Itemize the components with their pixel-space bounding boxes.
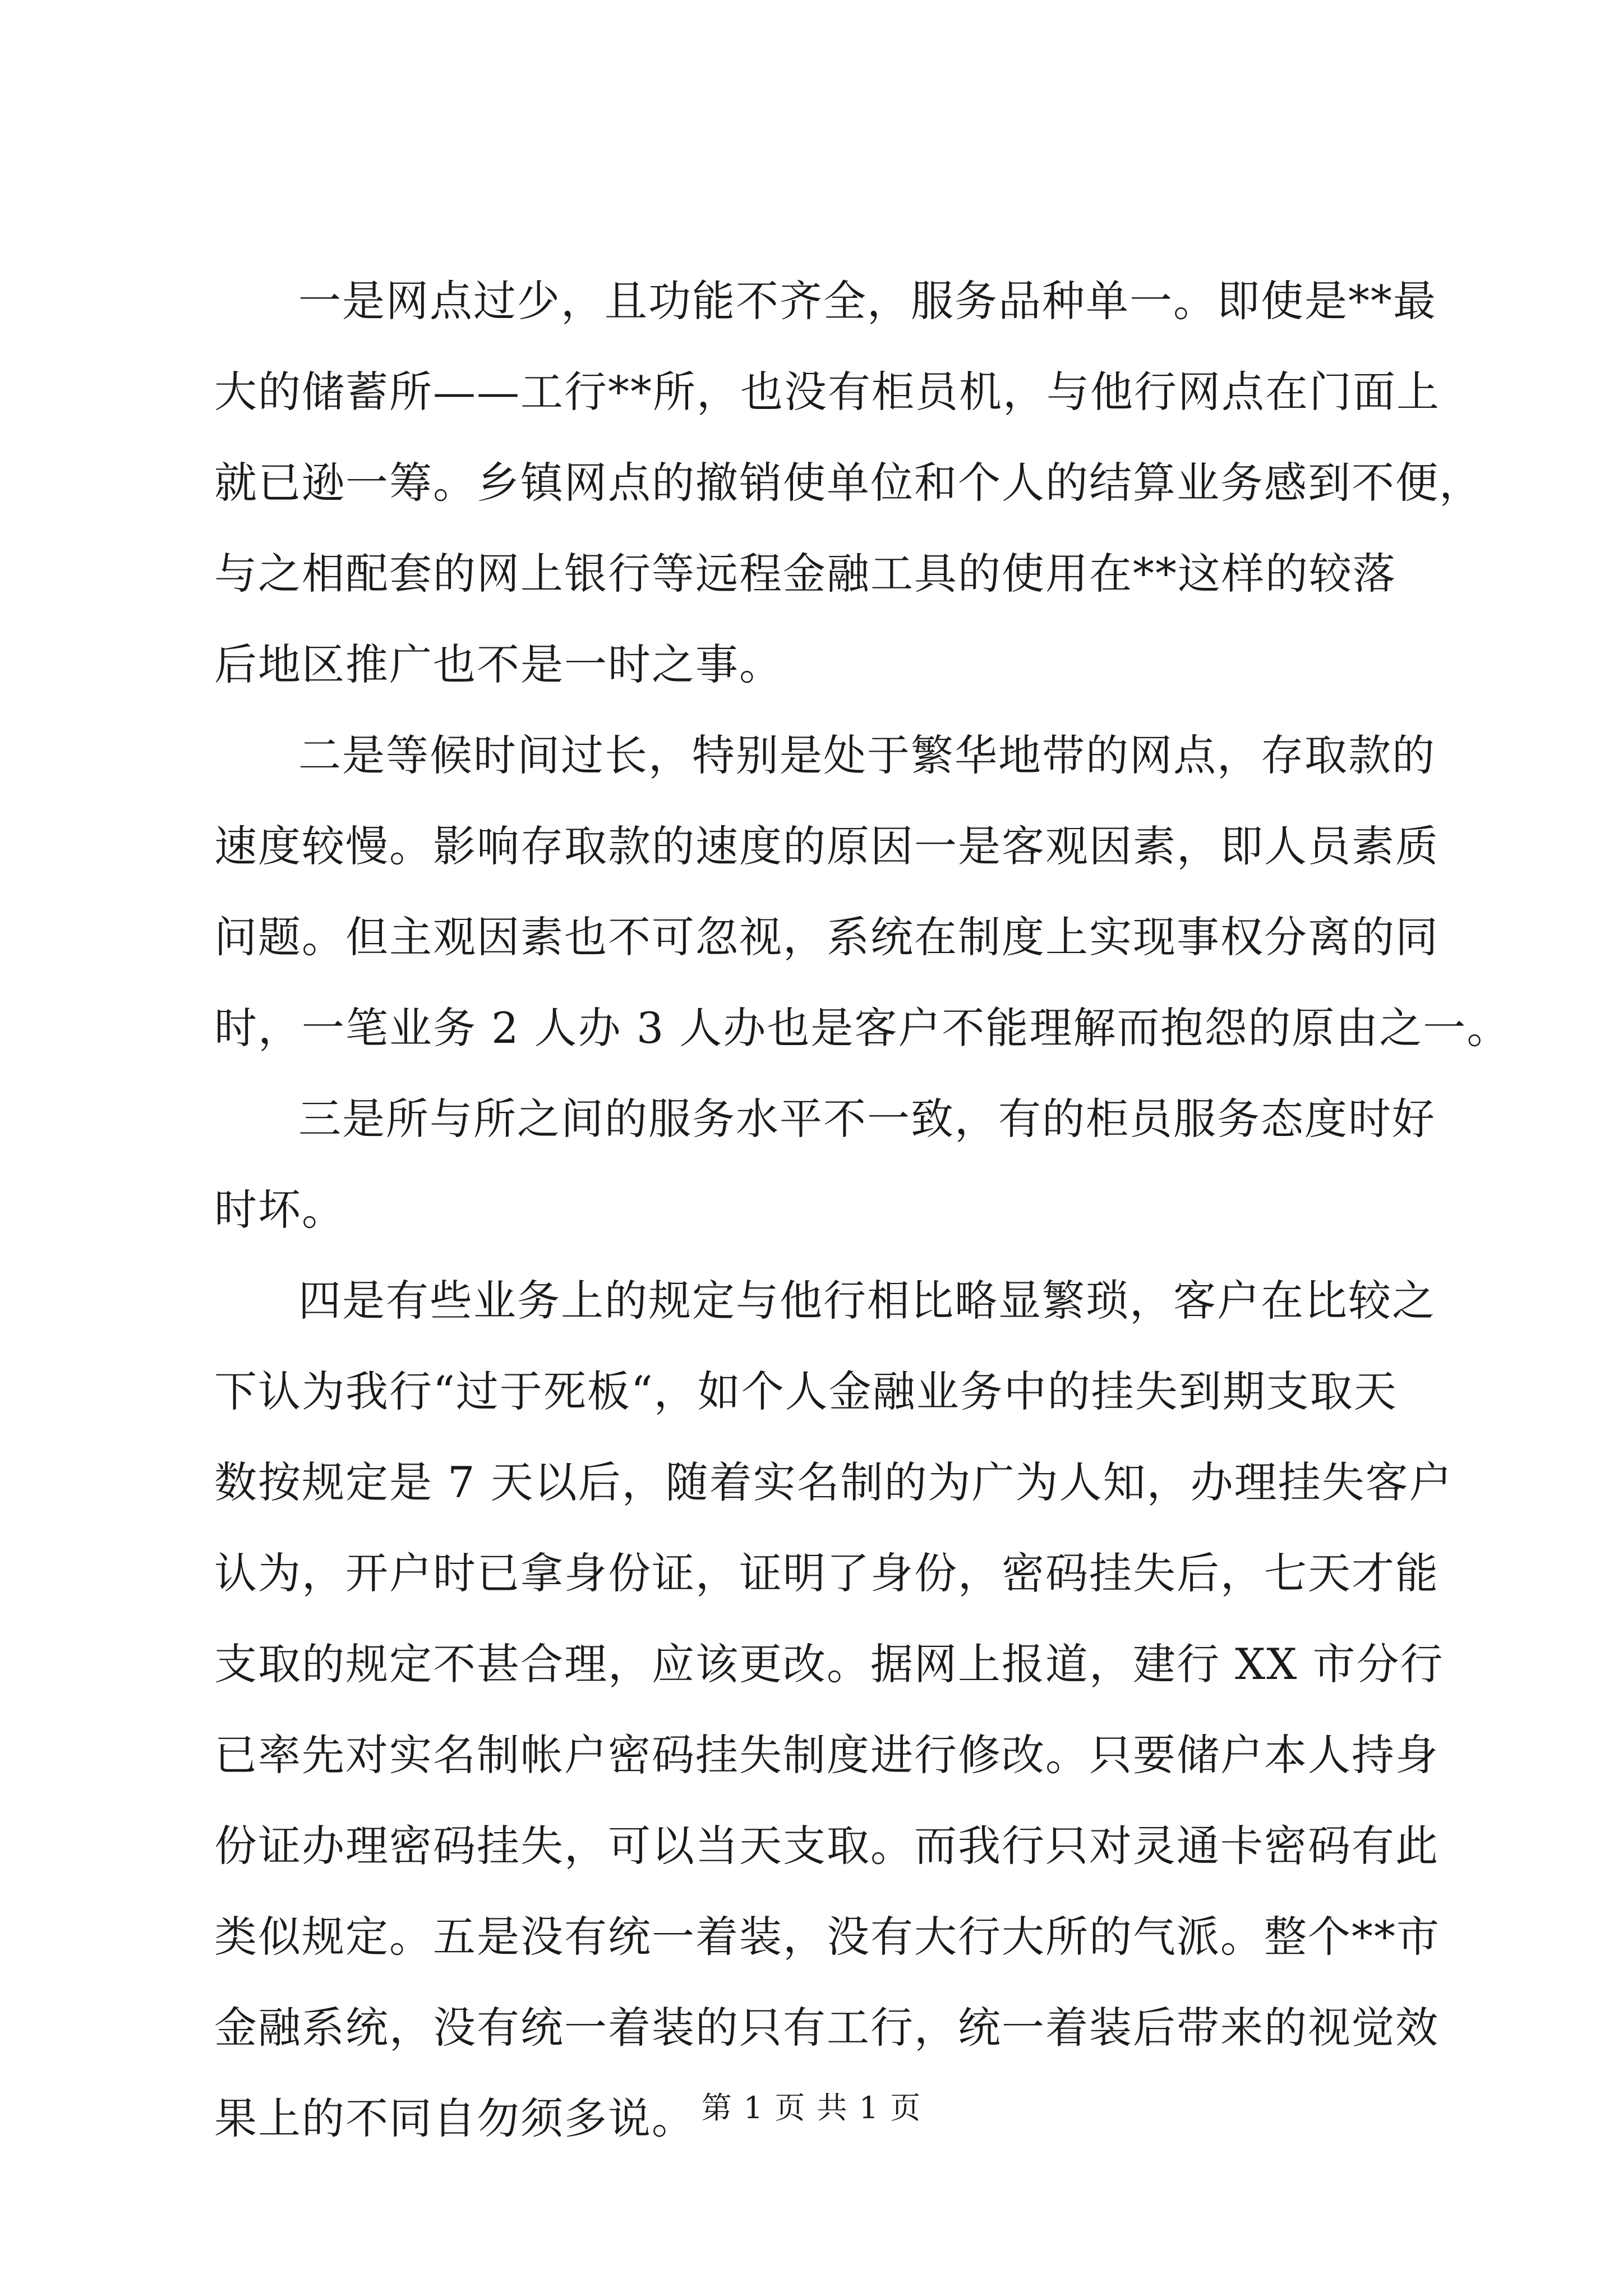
paragraph-line: 大的储蓄所——工行**所，也没有柜员机，与他行网点在门面上 (214, 367, 1440, 417)
paragraph-line: 份证办理密码挂失，可以当天支取。而我行只对灵通卡密码有此 (214, 1821, 1439, 1871)
paragraph-4 (214, 1255, 1453, 2164)
paragraph-line: 与之相配套的网上银行等远程金融工具的使用在**这样的较落 (214, 549, 1396, 599)
page-number-footer: 第 1 页 共 1 页 (701, 2090, 922, 2125)
paragraph-line: 就已逊一筹。乡镇网点的撤销使单位和个人的结算业务感到不便， (214, 458, 1483, 508)
paragraph-3 (214, 1074, 1448, 1255)
paragraph-2 (214, 710, 1511, 1074)
paragraph-line: 三是所与所之间的服务水平不一致，有的柜员服务态度时好 (298, 1094, 1436, 1144)
paragraph-line: 问题。但主观因素也不可忽视，系统在制度上实现事权分离的同 (214, 912, 1439, 962)
paragraph-line: 时坏。 (214, 1185, 345, 1235)
paragraph-line: 二是等候时间过长，特别是处于繁华地带的网点，存取款的 (298, 730, 1436, 780)
paragraph-line: 认为，开户时已拿身份证，证明了身份，密码挂失后，七天才能 (214, 1548, 1439, 1598)
paragraph-line: 金融系统，没有统一着装的只有工行，统一着装后带来的视觉效 (214, 2003, 1439, 2053)
paragraph-line: 果上的不同自勿须多说。 (214, 2093, 695, 2143)
paragraph-line: 类似规定。五是没有统一着装，没有大行大所的气派。整个**市 (214, 1912, 1440, 1962)
paragraph-1 (214, 256, 1483, 710)
paragraph-line: 支取的规定不甚合理，应该更改。据网上报道，建行 XX 市分行 (214, 1639, 1444, 1689)
paragraph-line: 下认为我行“过于死板“，如个人金融业务中的挂失到期支取天 (214, 1366, 1398, 1416)
paragraph-line: 速度较慢。影响存取款的速度的原因一是客观因素，即人员素质 (214, 821, 1439, 871)
paragraph-line: 四是有些业务上的规定与他行相比略显繁琐，客户在比较之 (298, 1276, 1436, 1326)
paragraph-line: 后地区推广也不是一时之事。 (214, 639, 783, 689)
document-body (214, 256, 1511, 2164)
paragraph-line: 一是网点过少，且功能不齐全，服务品种单一。即使是**最 (298, 276, 1437, 326)
paragraph-line: 数按规定是 7 天以后，随着实名制的为广为人知，办理挂失客户 (214, 1457, 1453, 1507)
paragraph-line: 已率先对实名制帐户密码挂失制度进行修改。只要储户本人持身 (214, 1730, 1439, 1780)
paragraph-line: 时，一笔业务 2 人办 3 人办也是客户不能理解而抱怨的原由之一。 (214, 1003, 1511, 1053)
